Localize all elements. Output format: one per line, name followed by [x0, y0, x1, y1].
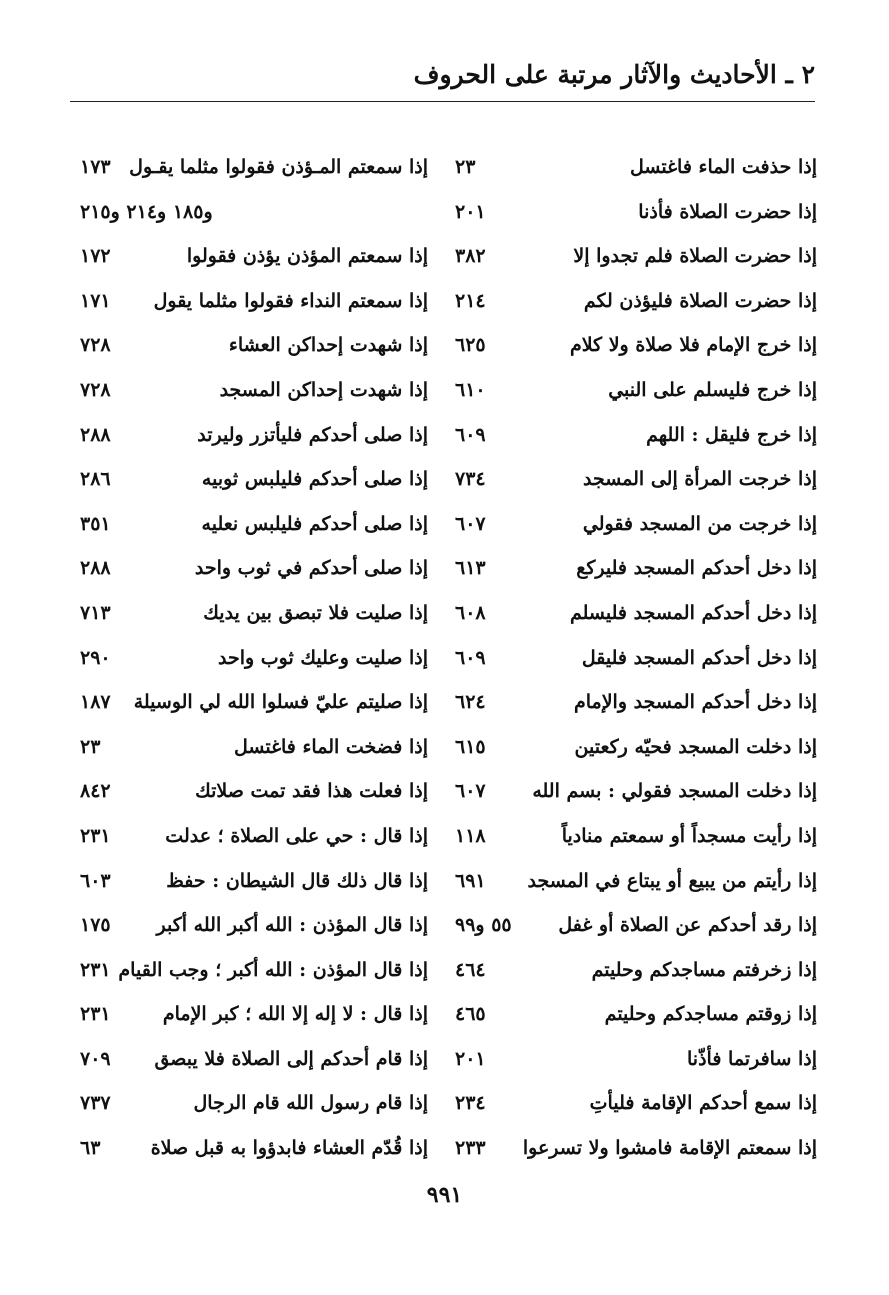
- header-title: ٢ ـ الأحاديث والآثار مرتبة على الحروف: [413, 60, 815, 89]
- index-entry: [455, 643, 817, 688]
- entry-reference: ٢٠١: [455, 200, 486, 223]
- entry-text: إذا خرج فليسلم على النبي: [608, 378, 817, 401]
- entry-reference: ٦٢٤: [455, 691, 486, 714]
- index-entry: [455, 152, 817, 197]
- index-entry: [70, 286, 428, 331]
- entry-text: إذا دخل أحدكم المسجد فليركع: [576, 557, 817, 580]
- entry-reference: ٦٠٧: [455, 780, 486, 803]
- index-entry: [455, 420, 817, 465]
- index-entry: [70, 1044, 428, 1089]
- entry-text: إذا دخل أحدكم المسجد فليقل: [581, 646, 817, 669]
- entry-reference: ٦٩١: [455, 869, 486, 892]
- index-entry: [455, 330, 817, 375]
- entry-reference: ٢١٤: [455, 289, 486, 312]
- index-entry: [70, 955, 428, 1000]
- entry-reference: ٢٣١: [80, 824, 111, 847]
- entry-reference: ٢٣٣: [455, 1137, 486, 1160]
- entry-text: إذا رقد أحدكم عن الصلاة أو غفل: [558, 914, 817, 937]
- entry-reference: ١١٨: [455, 824, 486, 847]
- entry-text: إذا صلى أحدكم فليأتزر وليرتد: [197, 423, 428, 446]
- entry-reference: ١٨٧: [80, 691, 111, 714]
- index-entry: [455, 866, 817, 911]
- entry-reference: ٦٠٣: [80, 869, 111, 892]
- entry-reference: ٦١٥: [455, 735, 486, 758]
- entry-text: إذا قال ذلك قال الشيطان : حفظ: [166, 869, 428, 892]
- index-entry: [455, 1133, 817, 1178]
- header-rule: [70, 101, 815, 102]
- entry-text: إذا سافرتما فأذّنا: [687, 1047, 817, 1070]
- left-column: [70, 152, 428, 1178]
- index-entry: [70, 910, 428, 955]
- entry-reference: ٢٨٨: [80, 557, 111, 580]
- entry-text: إذا شهدت إحداكن المسجد: [219, 378, 428, 401]
- right-column: [455, 152, 817, 1178]
- entry-reference: ١٧١: [80, 289, 111, 312]
- index-entry: [70, 241, 428, 286]
- entry-text: إذا صلى أحدكم فليلبس ثوبيه: [201, 468, 428, 491]
- index-entry: [455, 732, 817, 777]
- index-entry: [70, 999, 428, 1044]
- entry-text: إذا قام رسول الله قام الرجال: [193, 1092, 428, 1115]
- entry-text: إذا صلى أحدكم في ثوب واحد: [194, 557, 428, 580]
- entry-reference: ١٧٣: [80, 156, 111, 178]
- entry-text: إذا دخلت المسجد فحيّه ركعتين: [574, 735, 817, 758]
- index-entry: [455, 509, 817, 554]
- entry-reference: ٢٣: [80, 735, 101, 758]
- index-entry: [70, 866, 428, 911]
- index-entry: [70, 821, 428, 866]
- entry-text: إذا قال المؤذن : الله أكبر ؛ وجب القيام: [118, 958, 428, 981]
- entry-text: إذا قُدّم العشاء فابدؤوا به قبل صلاة: [150, 1137, 428, 1160]
- entry-text: إذا حضرت الصلاة فلم تجدوا إلا: [573, 245, 817, 268]
- entry-reference: ٦٠٩: [455, 423, 486, 446]
- index-entry: [455, 821, 817, 866]
- index-entry: [70, 553, 428, 598]
- entry-reference: ٦١٠: [455, 378, 486, 401]
- entry-reference: ٦٣: [80, 1137, 101, 1160]
- entry-reference: ٧٢٨: [80, 378, 111, 401]
- index-entry: [455, 197, 817, 242]
- entry-reference: ٤٦٥: [455, 1003, 486, 1026]
- index-entry: [455, 1044, 817, 1089]
- index-entry: [455, 776, 817, 821]
- index-entry: [70, 732, 428, 777]
- entry-text: إذا سمعتم النداء فقولوا مثلما يقول: [153, 289, 428, 312]
- index-entry: [455, 687, 817, 732]
- entry-text: إذا قال المؤذن : الله أكبر الله أكبر: [156, 914, 428, 937]
- entry-text: إذا رأيت مسجداً أو سمعتم منادياً: [561, 824, 817, 847]
- entry-reference: ٤٦٤: [455, 958, 486, 981]
- index-entry: [455, 241, 817, 286]
- entry-reference: ٧١٣: [80, 601, 111, 624]
- entry-text: إذا صليت وعليك ثوب واحد: [217, 646, 428, 669]
- entry-text: إذا قال : حي على الصلاة ؛ عدلت: [165, 824, 428, 847]
- entry-text: إذا زوقتم مساجدكم وحليتم: [604, 1003, 817, 1026]
- index-entry: [455, 999, 817, 1044]
- entry-reference: ٦٢٥: [455, 334, 486, 357]
- index-entry: [70, 464, 428, 509]
- entry-text: إذا سمعتم المـؤذن فقولوا مثلما يقـول: [129, 156, 428, 178]
- index-entry: [455, 598, 817, 643]
- entry-text: إذا شهدت إحداكن العشاء: [228, 334, 428, 357]
- entry-reference: ٢٣١: [80, 958, 111, 981]
- index-entry: [455, 955, 817, 1000]
- index-entry: [455, 1088, 817, 1133]
- entry-reference: ١٧٥: [80, 914, 111, 937]
- entry-reference: ٢٣٤: [455, 1092, 486, 1115]
- entry-text: إذا صلى أحدكم فليلبس نعليه: [201, 512, 428, 535]
- entry-reference: ٨٤٢: [80, 780, 111, 803]
- entry-reference: ٣٨٢: [455, 245, 486, 268]
- entry-text: إذا دخل أحدكم المسجد والإمام: [573, 691, 817, 714]
- index-entry: [455, 286, 817, 331]
- entry-reference: ٦١٣: [455, 557, 486, 580]
- index-entry: [455, 375, 817, 420]
- entry-reference: ٧٣٤: [455, 468, 486, 491]
- entry-text: إذا خرجت من المسجد فقولي: [582, 512, 817, 535]
- entry-text: إذا سمعتم المؤذن يؤذن فقولوا: [186, 245, 428, 268]
- entry-reference: ٧٢٨: [80, 334, 111, 357]
- index-entry: [70, 643, 428, 688]
- entry-text: إذا دخلت المسجد فقولي : بسم الله: [532, 780, 817, 803]
- entry-reference: ٧٠٩: [80, 1047, 111, 1070]
- entry-reference: ٦٠٩: [455, 646, 486, 669]
- entry-text: إذا فضخت الماء فاغتسل: [234, 735, 428, 758]
- entry-text: إذا خرجت المرأة إلى المسجد: [582, 468, 817, 491]
- index-entry: [70, 420, 428, 465]
- entry-text: إذا قال : لا إله إلا الله ؛ كبر الإمام: [162, 1003, 428, 1026]
- entry-text: إذا حضرت الصلاة فأذنا: [638, 200, 817, 223]
- index-entry: [70, 776, 428, 821]
- index-entry: [455, 910, 817, 955]
- entry-reference: ٢٨٦: [80, 468, 111, 491]
- entry-reference: ٢٣: [455, 156, 476, 178]
- entry-reference: ٣٥١: [80, 512, 111, 535]
- entry-reference: ٢٣١: [80, 1003, 111, 1026]
- entry-text: إذا دخل أحدكم المسجد فليسلم: [570, 601, 817, 624]
- index-entry: [455, 553, 817, 598]
- page-number: ٩٩١: [426, 1182, 463, 1208]
- running-header: [70, 52, 815, 102]
- entry-text: إذا فعلت هذا فقد تمت صلاتك: [195, 780, 428, 803]
- index-entry: [70, 1133, 428, 1178]
- entry-reference: ٢٠١: [455, 1047, 486, 1070]
- index-entry: [70, 687, 428, 732]
- entry-reference: ٦٠٨: [455, 601, 486, 624]
- index-entry: [70, 598, 428, 643]
- index-entry: [70, 509, 428, 554]
- entry-reference: ٧٣٧: [80, 1092, 111, 1115]
- entry-reference: ٢٨٨: [80, 423, 111, 446]
- entry-text: إذا صليتم عليّ فسلوا الله لي الوسيلة: [133, 691, 428, 714]
- entry-text: إذا خرج الإمام فلا صلاة ولا كلام: [569, 334, 817, 357]
- entry-text: إذا حذفت الماء فاغتسل: [630, 156, 817, 178]
- index-entry: [70, 1088, 428, 1133]
- entry-text: إذا رأيتم من يبيع أو يبتاع في المسجد: [527, 869, 817, 892]
- entry-reference: ١٧٢: [80, 245, 111, 268]
- entry-text: و١٨٥ و٢١٤ و٢١٥: [80, 200, 213, 223]
- entry-text: إذا زخرفتم مساجدكم وحليتم: [591, 958, 817, 981]
- entry-text: إذا خرج فليقل : اللهم: [646, 423, 817, 446]
- entry-reference: ٥٥ و٩٩: [455, 914, 512, 937]
- index-entry: [70, 330, 428, 375]
- index-entry: [70, 152, 428, 197]
- entry-text: إذا سمع أحدكم الإقامة فليأتِ: [589, 1092, 817, 1115]
- entry-text: إذا حضرت الصلاة فليؤذن لكم: [583, 289, 817, 312]
- index-entry: [70, 197, 428, 242]
- entry-reference: ٢٩٠: [80, 646, 111, 669]
- entry-text: إذا قام أحدكم إلى الصلاة فلا يبصق: [154, 1047, 428, 1070]
- entry-text: إذا سمعتم الإقامة فامشوا ولا تسرعوا: [522, 1137, 817, 1160]
- entry-text: إذا صليت فلا تبصق بين يديك: [203, 601, 428, 624]
- entry-reference: ٦٠٧: [455, 512, 486, 535]
- index-entry: [70, 375, 428, 420]
- index-entry: [455, 464, 817, 509]
